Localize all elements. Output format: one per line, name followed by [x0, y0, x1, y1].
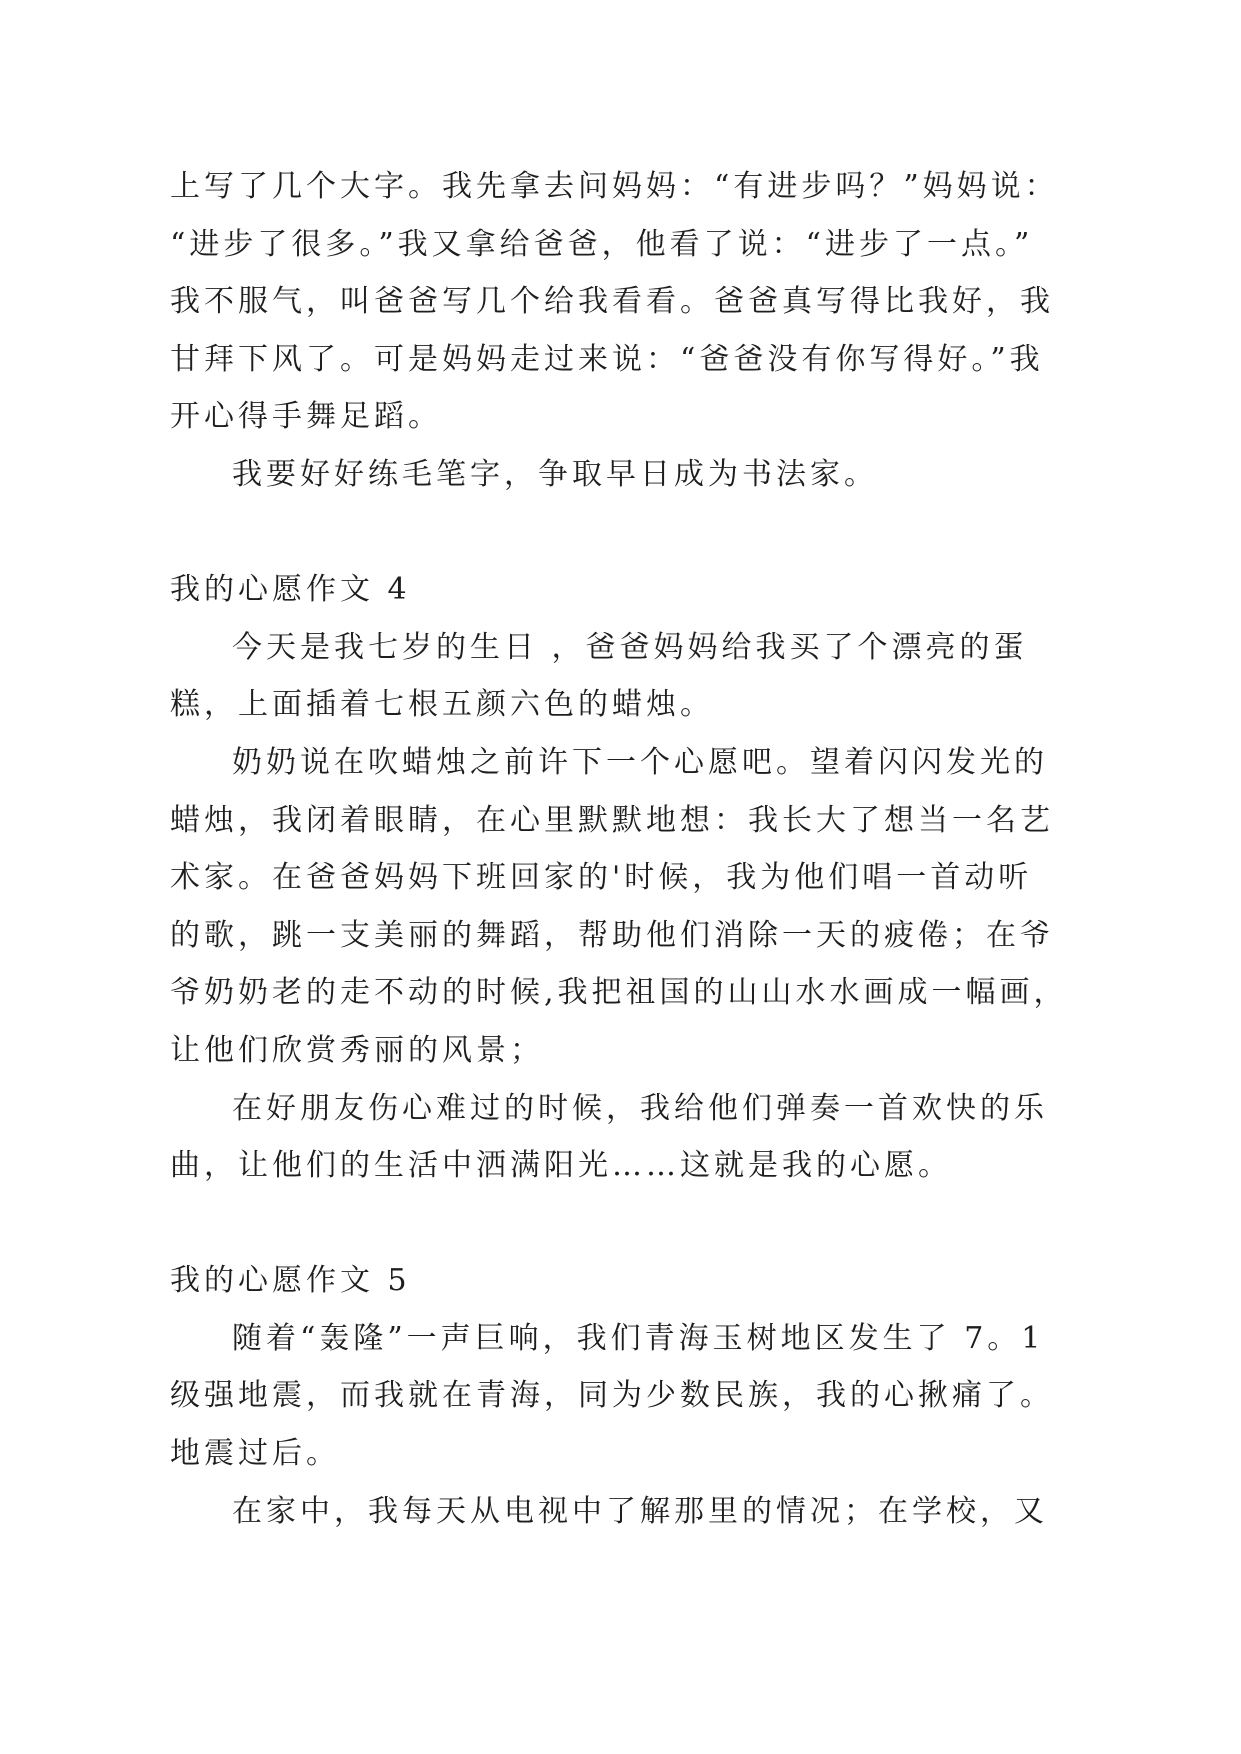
section-heading: 我的心愿作文 4	[170, 572, 411, 608]
text-line: 上写了几个大字。我先拿去问妈妈：“有进步吗？”妈妈说：	[170, 169, 1059, 204]
text-line: 曲，让他们的生活中洒满阳光……这就是我的心愿。	[170, 1148, 952, 1184]
text-line: 我不服气，叫爸爸写几个给我看看。爸爸真写得比我好，我	[170, 284, 1054, 320]
text-line: 奶奶说在吹蜡烛之前许下一个心愿吧。望着闪闪发光的	[232, 744, 1048, 780]
text-line: 我要好好练毛笔字，争取早日成为书法家。	[232, 456, 878, 492]
blank-line	[170, 1195, 1141, 1253]
text-line: 爷奶奶老的走不动的时候,我把祖国的山山水水画成一幅画，	[170, 975, 1068, 1011]
text-line: 级强地震，而我就在青海，同为少数民族，我的心揪痛了。	[170, 1378, 1054, 1414]
text-line: 糕，上面插着七根五颜六色的蜡烛。	[170, 687, 714, 723]
text-line: “进步了很多。”我又拿给爸爸，他看了说：“进步了一点。”	[170, 226, 1034, 262]
text-line: 让他们欣赏秀丽的风景；	[170, 1032, 544, 1068]
text-line: 蜡烛，我闭着眼睛，在心里默默地想：我长大了想当一名艺	[170, 802, 1054, 838]
text-line: 在好朋友伤心难过的时候，我给他们弹奏一首欢快的乐	[232, 1090, 1048, 1126]
text-line: 的歌，跳一支美丽的舞蹈，帮助他们消除一天的疲倦；在爷	[170, 917, 1054, 953]
essay-section-5	[170, 1252, 1141, 1540]
essay-section-4	[170, 561, 1141, 1195]
text-line: 今天是我七岁的生日 ，爸爸妈妈给我买了个漂亮的蛋	[232, 629, 1028, 665]
text-line: 在家中，我每天从电视中了解那里的情况；在学校，又	[232, 1493, 1048, 1529]
text-line: 甘拜下风了。可是妈妈走过来说：“爸爸没有你写得好。”我	[170, 341, 1044, 377]
text-line: 随着“轰隆”一声巨响，我们青海玉树地区发生了 7。1	[232, 1320, 1045, 1356]
blank-line	[170, 504, 1141, 562]
section-heading: 我的心愿作文 5	[170, 1263, 411, 1299]
text-line: 地震过后。	[170, 1436, 340, 1472]
text-line: 术家。在爸爸妈妈下班回家的'时候，我为他们唱一首动听	[170, 860, 1033, 896]
intro-text	[170, 158, 1141, 504]
text-line: 开心得手舞足蹈。	[170, 399, 442, 435]
